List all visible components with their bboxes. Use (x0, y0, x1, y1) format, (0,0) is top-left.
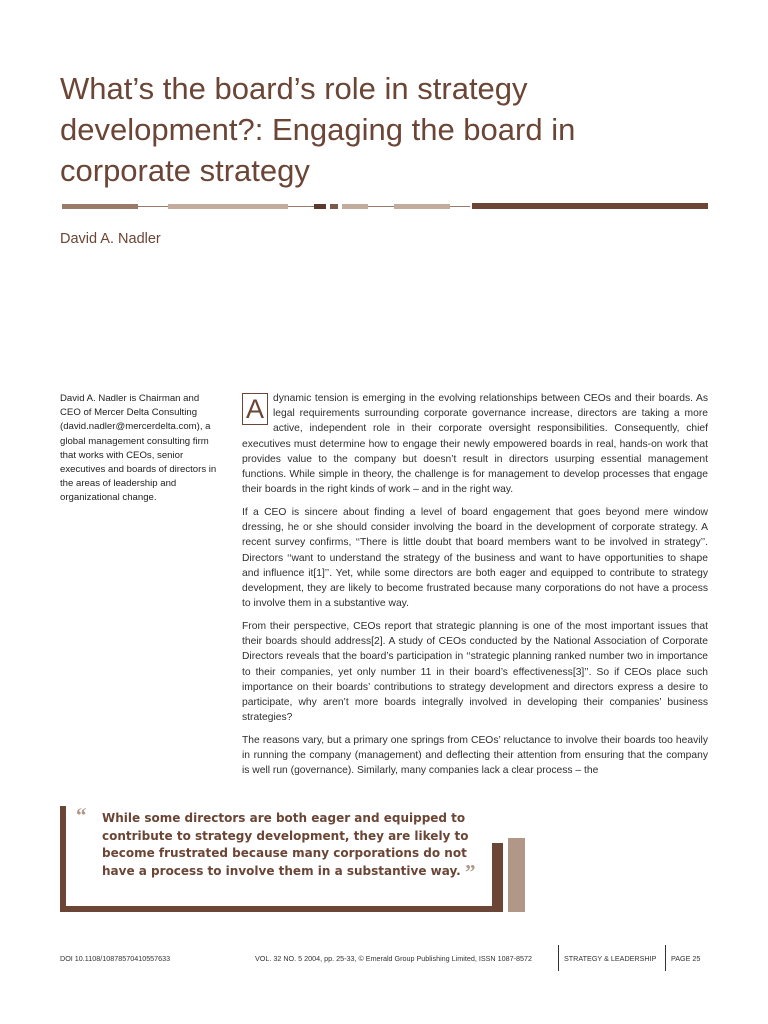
pull-quote-bar-light (508, 838, 525, 912)
close-quote-mark: ” (464, 859, 476, 884)
author-bio: David A. Nadler is Chairman and CEO of Mercer Delta Consulting (david.nadler@mercerdelta.com), a global management consulting firm that works with CEOs, senior executives and boards of directors in the areas of leadership and organizational change. (60, 393, 217, 504)
author-name: David A. Nadler (60, 231, 161, 247)
article-title: What’s the board’s role in strategy development?: Engaging the board in corporate strategy (60, 71, 576, 188)
pull-quote-line: become frustrated because many corporations do not (102, 846, 467, 861)
body-paragraph: If a CEO is sincere about finding a level of board engagement that goes beyond mere window dressing, he or she should consider involving the board in the development of corporate strategy. A recent survey confirms, ‘‘There is little doubt that board members want to be involved in strategy’’. Directors ‘‘want to understand the strategy of the business and want to have opportunities to shape and influence it[1]’’. Yet, while some directors are both eager and equipped to contribute to strategy development, they are likely to become frustrated because many corporations do not have a process to involve them in a substantive way. (242, 507, 708, 610)
footer-journal: STRATEGY & LEADERSHIP (564, 954, 657, 963)
pull-quote-line: While some directors are both eager and equipped to (102, 811, 466, 825)
open-quote-mark: “ (76, 803, 87, 827)
body-paragraph: A dynamic tension is emerging in the evolving relationships between CEOs and their boards. As legal requirements surrounding corporate governance increase, directors are taking a more active, independent role in their corporate oversight responsibilities. Consequently, chief executives must determine how to engage their newly empowered boards in real, hands-on work that provides value to the company but doesn’t result in directors usurping essential management functions. While simple in theory, the challenge is for management to develop processes that engage their boards in the right kinds of work – and in the right way. (242, 393, 708, 496)
footer-divider (558, 945, 559, 971)
body-paragraph: The reasons vary, but a primary one springs from CEOs’ reluctance to involve their boards too heavily in running the company (management) and deflecting their attention from ensuring that the company is well run (governance). Similarly, many companies lack a clear process – the (242, 735, 708, 777)
footer-doi: DOI 10.1108/10878570410557633 (60, 954, 171, 963)
pull-quote-bar-dark (492, 843, 503, 912)
footer-volume: VOL. 32 NO. 5 2004, pp. 25-33, © Emerald Group Publishing Limited, ISSN 1087-8572 (255, 954, 532, 963)
body-paragraph: From their perspective, CEOs report that strategic planning is one of the most important issues that their boards should address[2]. A study of CEOs conducted by the National Association of Corporate Directors reveals that the board’s participation in ‘‘strategic planning ranked number two in importance to their companies, yet only number 11 in their board’s effectiveness[3]’’. So if CEOs place such importance on their boards’ contributions to strategy development and directors express a desire to participate, why aren’t more boards integrally involved in developing their companies’ business strategies? (242, 621, 708, 724)
pull-quote-line: contribute to strategy development, they are likely to (102, 828, 469, 843)
drop-cap: A (242, 393, 268, 425)
article-body (242, 391, 708, 786)
footer-divider (665, 945, 666, 971)
pull-quote-line: have a process to involve them in a substantive way. ” (102, 859, 476, 884)
decorative-title-rule (62, 203, 708, 211)
footer-page-number: PAGE 25 (671, 954, 701, 963)
pull-quote (76, 803, 490, 884)
